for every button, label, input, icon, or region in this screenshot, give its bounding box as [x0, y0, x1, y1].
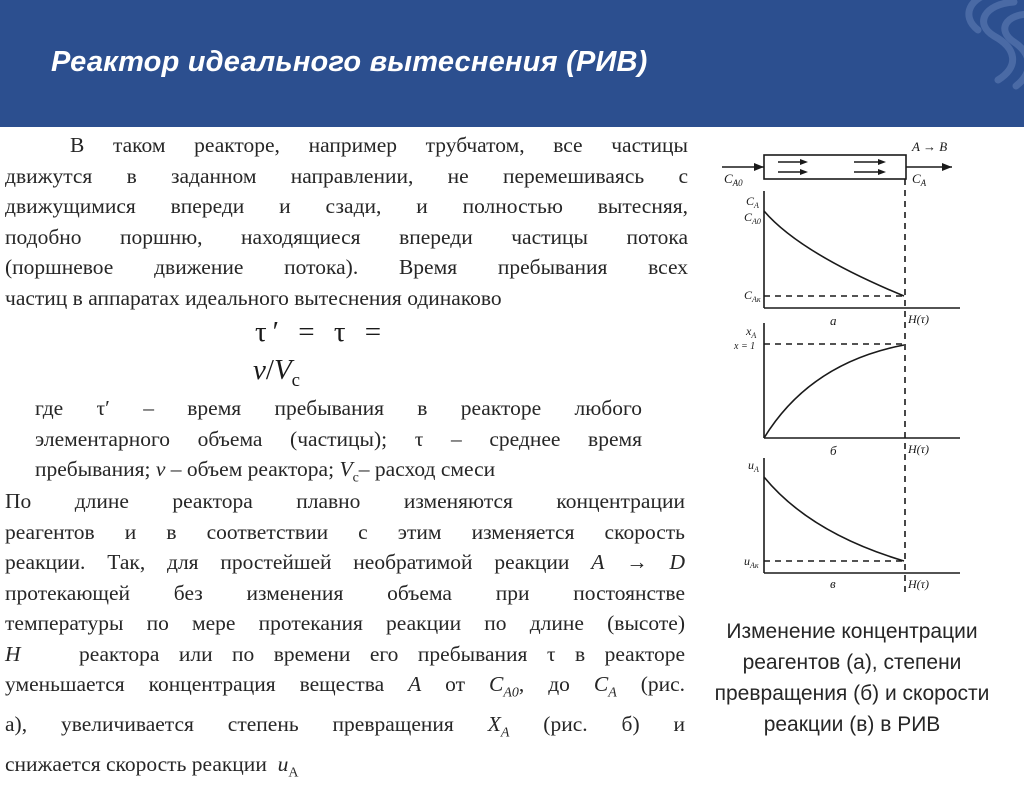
text-fragment: (рис.: [640, 672, 686, 696]
definitions-paragraph: [35, 393, 642, 494]
text-line: частиц в аппаратах идеального вытеснения одинаково: [5, 285, 502, 310]
symbol-A: A: [591, 550, 605, 574]
symbol-v: v: [155, 457, 166, 481]
text-line: [5, 547, 685, 578]
figure-caption: [692, 616, 1012, 740]
text-line: протекающей без изменения объема при постоянстве: [5, 580, 685, 605]
symbol-X: X: [487, 711, 501, 736]
page-title: Реактор идеального вытеснения (РИВ): [51, 46, 648, 78]
text-line: элементарного объема (частицы); τ – среднее время: [35, 426, 642, 451]
text-line: В таком реакторе, например трубчатом, все частицы: [70, 133, 688, 157]
pfr-diagram: [720, 133, 960, 603]
graph-a-panel-label: а: [830, 313, 837, 328]
formula-flow: V: [273, 354, 292, 386]
symbol-C: C: [593, 672, 609, 696]
text-fragment: от: [445, 672, 466, 696]
symbol-V: V: [339, 457, 353, 481]
flow-arrowhead: [800, 169, 808, 175]
text-line: [5, 639, 685, 670]
text-fragment: реактора или по времени его пребывания τ в реакторе: [78, 641, 686, 666]
symbol-sub: A0: [503, 685, 519, 701]
flow-arrowhead: [800, 159, 808, 165]
outlet-label: $C_A$: [912, 171, 927, 188]
symbol-u: u: [277, 751, 289, 776]
symbol-sub: A: [500, 725, 510, 741]
intro-paragraph: [5, 130, 688, 313]
text-fragment: реакции. Так, для простейшей необратимой реакции: [5, 550, 570, 574]
arrow-symbol: →: [626, 550, 648, 574]
caption-line: Изменение концентрации: [726, 620, 978, 643]
text-line: реагентов и в соответствии с этим изменяется скорость: [5, 519, 685, 544]
decorative-logo-icon: [934, 0, 1024, 120]
text-line: [5, 749, 685, 788]
symbol-sub: A: [288, 764, 299, 780]
title-bar: [0, 0, 1024, 127]
formula-slash: /: [265, 354, 274, 386]
text-line: движутся в заданном направлении, не перемешиваясь с: [5, 163, 688, 188]
formula-volume: v: [253, 354, 266, 386]
caption-line: реакции (в) в РИВ: [763, 713, 941, 736]
graph-c-y-label: $u_A$: [748, 458, 759, 474]
graph-a-y-label: $C_A$: [746, 194, 759, 210]
text-line: движущимися впереди и сзади, и полностью вытесняя,: [5, 194, 688, 218]
text-fragment: , до: [518, 672, 570, 696]
flow-arrowhead: [878, 169, 886, 175]
reactor-tube: [764, 155, 906, 179]
graph-c-curve: [764, 477, 904, 561]
text-line: По длине реактора плавно изменяются концентрации: [5, 489, 685, 513]
caption-line: превращения (б) и скорости: [714, 682, 990, 705]
graph-b-y1-label: x = 1: [734, 341, 756, 352]
text-line: [5, 669, 685, 709]
text-fragment: – расход смеси: [358, 457, 496, 481]
graph-a-yk-label: $C_{Aк}$: [744, 288, 761, 304]
text-line: подобно поршню, находящиеся впереди частицы потока: [5, 224, 688, 249]
inlet-label: $C_{A0}$: [724, 171, 743, 188]
text-fragment: – объем реактора;: [170, 457, 335, 481]
graph-a-y0-label: $C_{A0}$: [744, 210, 761, 226]
graph-a-curve: [764, 211, 904, 296]
graph-b-curve: [764, 345, 904, 438]
flow-arrowhead: [878, 159, 886, 165]
graph-c-yk-label: $u_{Aк}$: [744, 554, 759, 570]
symbol-D: D: [669, 550, 686, 574]
symbol-A: A: [408, 672, 422, 696]
text-line: где τ′ – время пребывания в реакторе любого: [35, 396, 642, 420]
symbol-H: H: [5, 641, 21, 666]
text-line: температуры по мере протекания реакции по длине (высоте): [5, 611, 685, 635]
residence-time-formula: [255, 313, 387, 400]
concentration-paragraph: [5, 486, 685, 788]
symbol-C: C: [489, 672, 504, 696]
outlet-arrowhead: [942, 163, 952, 171]
caption-line: реагентов (а), степени: [742, 651, 962, 674]
text-fragment: пребывания;: [35, 457, 151, 481]
reaction-label: A → B: [912, 139, 948, 154]
symbol-sub: c: [352, 470, 359, 486]
inlet-arrowhead: [754, 163, 764, 171]
graph-b-panel-label: б: [830, 443, 837, 458]
formula-line-1: τ′ = τ =: [255, 316, 388, 348]
text-line: (поршневое движение потока). Время пребывания всех: [5, 255, 688, 279]
text-fragment: уменьшается концентрация вещества: [5, 672, 385, 696]
text-line: [5, 709, 685, 749]
graph-c-panel-label: в: [830, 576, 836, 591]
graph-b-y-label: $x_A$: [746, 324, 757, 340]
formula-flow-sub: c: [291, 369, 301, 391]
graph-b-x-label: H(τ): [908, 442, 929, 456]
text-fragment: а), увеличивается степень превращения: [5, 711, 454, 736]
text-fragment: (рис. б) и: [543, 711, 686, 736]
graph-c-x-label: H(τ): [908, 577, 929, 591]
symbol-sub: A: [608, 685, 617, 701]
text-fragment: снижается скорость реакции: [5, 751, 267, 776]
graph-a-x-label: H(τ): [908, 312, 929, 326]
